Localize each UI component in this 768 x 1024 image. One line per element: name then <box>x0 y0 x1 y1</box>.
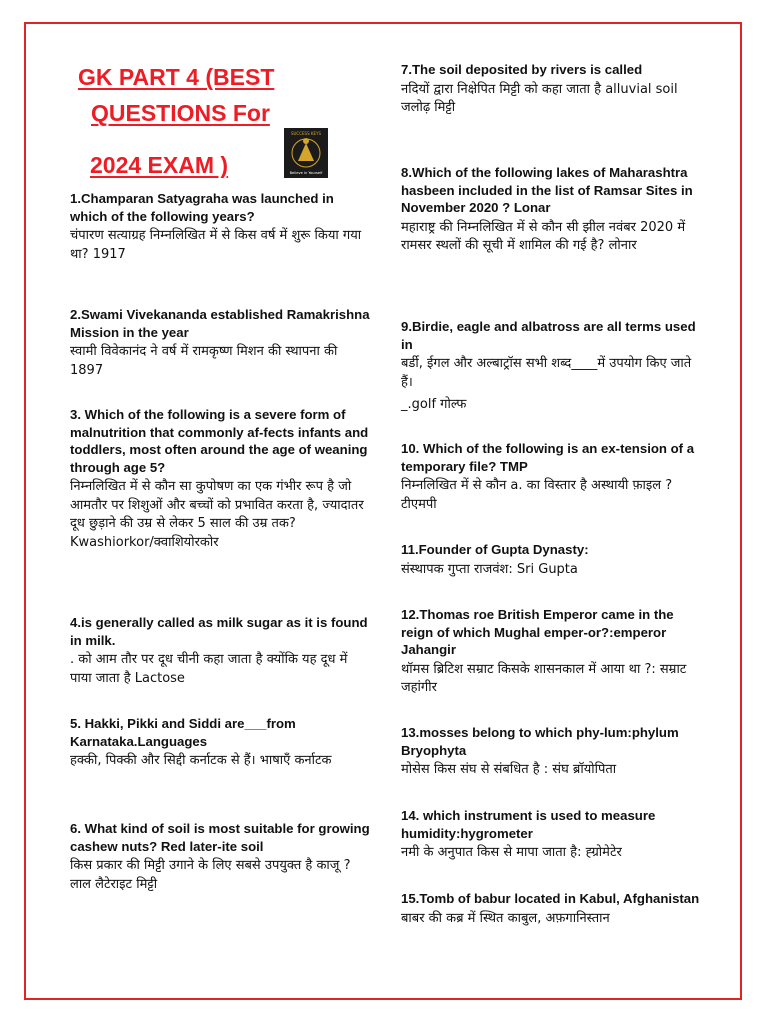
question-3 <box>70 406 370 552</box>
question-6-english: 6. What kind of soil is most suitable for growing cashew nuts? Red later-ite soil <box>70 821 370 854</box>
question-3-english: 3. Which of the following is a severe form of malnutrition that commonly af-fects infants and toddlers, most often around the age of weaning through age 5? <box>70 407 369 475</box>
question-7 <box>401 61 706 118</box>
question-9-hindi: बर्डी, ईगल और अल्बाट्रॉस सभी शब्द____में उपयोग किए जाते हैं। <box>401 356 692 390</box>
question-12 <box>401 606 706 698</box>
logo-text-top: SUCCESS KEYS <box>290 131 322 136</box>
question-2 <box>70 306 370 380</box>
question-4 <box>70 614 370 688</box>
question-1-english: 1.Champaran Satyagraha was launched in which of the following years? <box>70 191 334 224</box>
question-15 <box>401 890 706 928</box>
question-9-english: 9.Birdie, eagle and albatross are all terms used in <box>401 319 696 352</box>
question-4-hindi: . को आम तौर पर दूध चीनी कहा जाता है क्योंकि यह दूध में पाया जाता है Lactose <box>70 652 348 686</box>
question-1 <box>70 190 370 264</box>
page-title-line-2: QUESTIONS For <box>91 100 270 126</box>
question-5-english: 5. Hakki, Pikki and Siddi are___from Karnataka.Languages <box>70 716 296 749</box>
question-8-hindi: महाराष्ट्र की निम्नलिखित में से कौन सी झील नवंबर 2020 में रामसर स्थलों की सूची में शामिल की गई है? लोनार <box>401 219 686 253</box>
question-5-hindi: हक्की, पिक्की और सिद्दी कर्नाटक से हैं। भाषाएँ कर्नाटक <box>70 753 332 768</box>
question-6-hindi: किस प्रकार की मिट्टी उगाने के लिए सबसे उपयुक्त है काजू ? लाल लैटेराइट मिट्टी <box>70 858 351 892</box>
question-10-hindi: निम्नलिखित में से कौन a. का विस्तार है अस्थायी फ़ाइल ? टीएमपी <box>401 478 673 512</box>
question-15-english: 15.Tomb of babur located in Kabul, Afghanistan <box>401 891 700 906</box>
success-keys-logo-icon <box>284 128 328 178</box>
question-14-english: 14. which instrument is used to measure humidity:hygrometer <box>401 808 656 841</box>
question-10-english: 10. Which of the following is an ex-tension of a temporary file? TMP <box>401 441 695 474</box>
question-7-hindi: नदियों द्वारा निक्षेपित मिट्टी को कहा जाता है alluvial soil जलोढ़ मिट्टी <box>401 81 678 115</box>
question-9-answer: _.golf गोल्फ <box>401 397 467 412</box>
question-6 <box>70 820 370 894</box>
question-15-hindi: बाबर की कब्र में स्थित काबुल, अफ़गानिस्तान <box>401 910 610 926</box>
question-14-hindi: नमी के अनुपात किस से मापा जाता है: ह्ग्रोमेटेर <box>401 845 622 860</box>
question-13 <box>401 724 706 780</box>
question-2-hindi: स्वामी विवेकानंद ने वर्ष में रामकृष्ण मिशन की स्थापना की 1897 <box>70 344 338 378</box>
question-8 <box>401 164 706 256</box>
question-13-english: 13.mosses belong to which phy-lum:phylum Bryophyta <box>401 725 679 758</box>
question-10 <box>401 440 706 514</box>
logo-text-bottom: Believe in Yourself <box>289 171 323 175</box>
question-7-english: 7.The soil deposited by rivers is called <box>401 62 643 77</box>
question-3-hindi: निम्नलिखित में से कौन सा कुपोषण का एक गंभीर रूप है जो आमतौर पर शिशुओं और बच्चों को प्रभावित करता है, ज्यादातर दूध छुड़ाने की उम्र से लेकर 5 साल की उम्र तक? Kwashiorkor/क्वाशियोरकोर <box>70 479 364 550</box>
question-13-hindi: मोसेस किस संघ से संबधित है : संघ ब्रॉयोपिता <box>401 762 617 777</box>
question-11-hindi: संस्थापक गुप्ता राजवंश: Sri Gupta <box>401 561 578 577</box>
page-title-line-1: GK PART 4 (BEST <box>78 64 275 90</box>
page-title-line-3: 2024 EXAM ) <box>90 152 229 178</box>
question-11 <box>401 541 706 579</box>
question-2-english: 2.Swami Vivekananda established Ramakrishna Mission in the year <box>70 307 370 340</box>
question-4-english: 4.is generally called as milk sugar as it is found in milk. <box>70 615 368 648</box>
question-12-hindi: थॉमस ब्रिटिश सम्राट किसके शासनकाल में आया था ?: सम्राट जहांगीर <box>401 661 687 695</box>
question-14 <box>401 807 706 863</box>
question-9 <box>401 318 706 414</box>
question-12-english: 12.Thomas roe British Emperor came in the reign of which Mughal emper-or?:emperor Jahangir <box>401 607 674 657</box>
question-8-english: 8.Which of the following lakes of Maharashtra hasbeen included in the list of Ramsar Sites in November 2020 ? Lonar <box>401 165 693 215</box>
question-1-hindi: चंपारण सत्याग्रह निम्नलिखित में से किस वर्ष में शुरू किया गया था? 1917 <box>70 228 362 262</box>
question-11-english: 11.Founder of Gupta Dynasty: <box>401 542 589 557</box>
question-5 <box>70 715 370 771</box>
